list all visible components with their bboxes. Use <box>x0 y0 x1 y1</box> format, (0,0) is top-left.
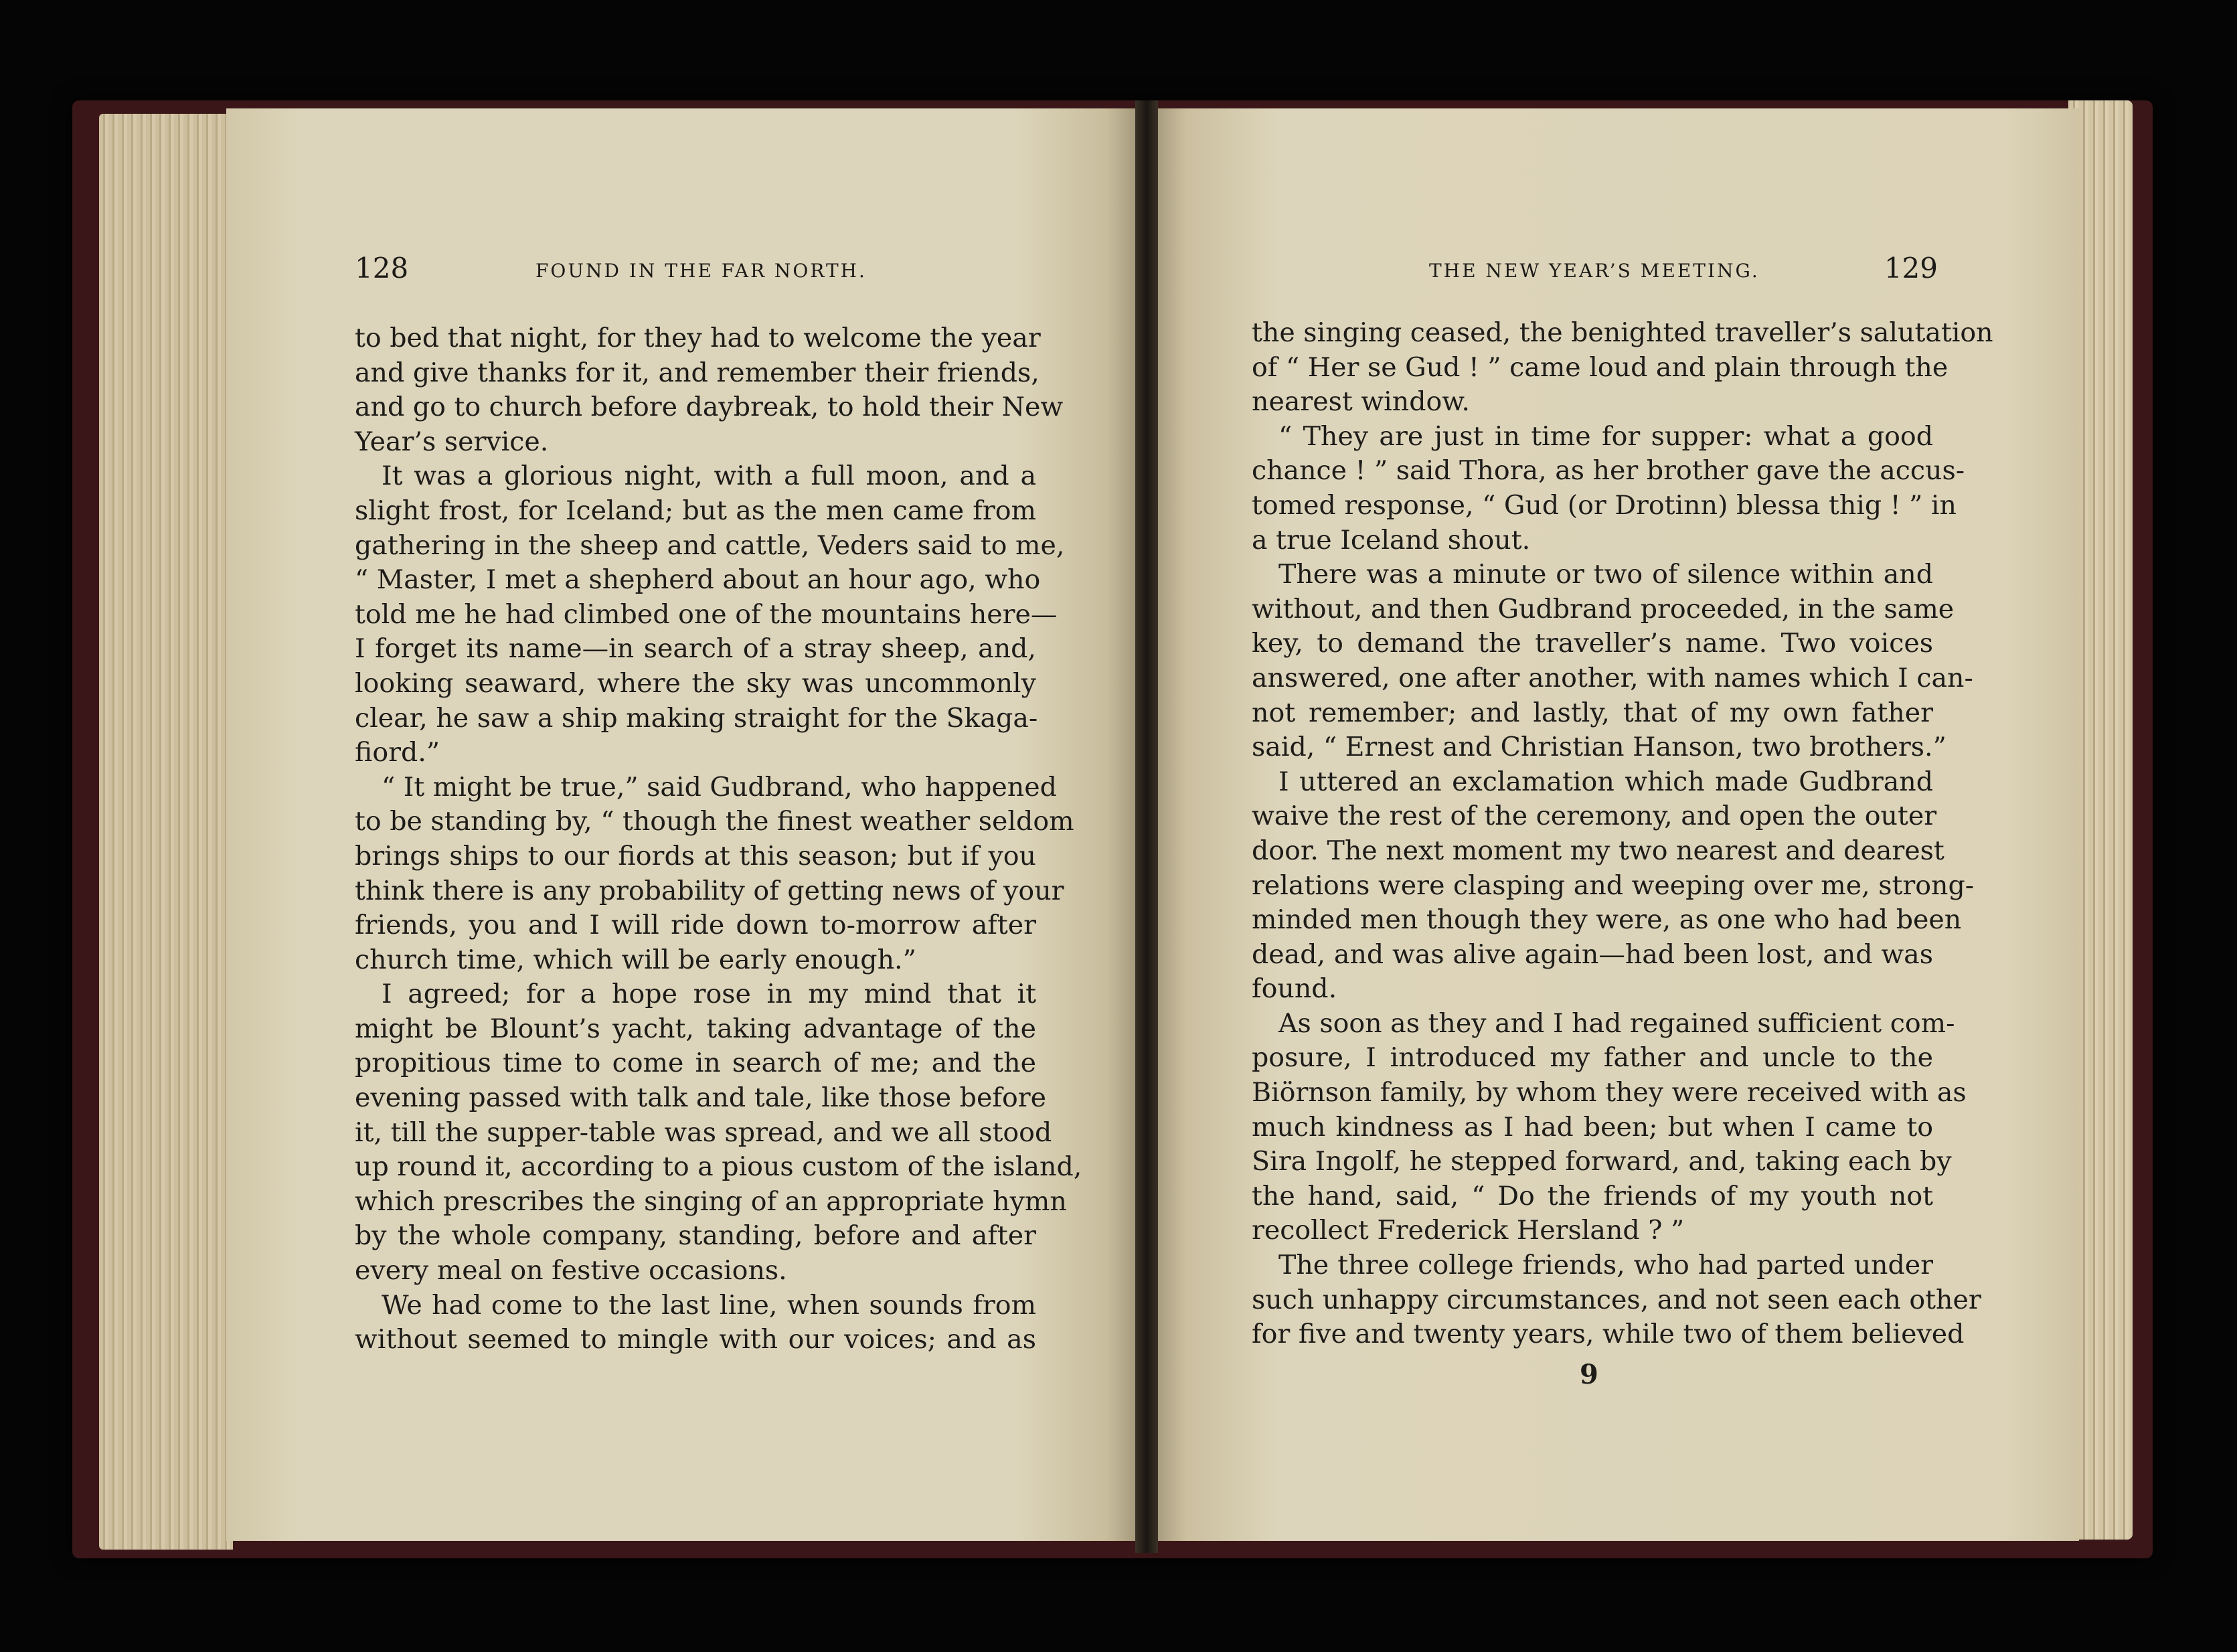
text-line: by the whole company, standing, before and after <box>355 1220 1036 1252</box>
text-line: up round it, according to a pious custom of the island, <box>355 1151 1082 1183</box>
text-line: without, and then Gudbrand proceeded, in the same <box>1252 593 1955 625</box>
text-line: the hand, said, “ Do the friends of my youth not <box>1252 1180 1933 1212</box>
text-line: Year’s service. <box>355 426 549 457</box>
text-line: The three college friends, who had parted under <box>1278 1250 1933 1281</box>
text-line: the singing ceased, the benighted traveller’s salutation <box>1252 317 1993 348</box>
text-line: might be Blount’s yacht, taking advantage of the <box>355 1013 1036 1044</box>
text-line: I forget its name—in search of a stray sheep, and, <box>355 633 1036 665</box>
right-page-text <box>1252 316 1993 1352</box>
text-line: without seemed to mingle with our voices; and as <box>355 1324 1036 1355</box>
text-line: of “ Her se Gud ! ” came loud and plain through the <box>1252 351 1949 383</box>
text-line: tomed response, “ Gud (or Drotinn) blessa thig ! ” in <box>1252 489 1957 521</box>
text-line: such unhappy circumstances, and not seen each other <box>1252 1284 1981 1315</box>
text-line: I uttered an exclamation which made Gudbrand <box>1278 766 1933 797</box>
text-line: I agreed; for a hope rose in my mind that it <box>382 979 1036 1010</box>
text-line: gathering in the sheep and cattle, Veders said to me, <box>355 529 1065 561</box>
text-line: think there is any probability of getting news of your <box>355 875 1064 906</box>
text-line: for five and twenty years, while two of them believed <box>1252 1319 1965 1350</box>
left-page-header <box>355 252 1038 296</box>
text-line: much kindness as I had been; but when I came to <box>1252 1111 1933 1143</box>
text-line: clear, he saw a ship making straight for the Skaga- <box>355 702 1038 734</box>
text-line: There was a minute or two of silence within and <box>1278 559 1933 590</box>
text-line: fiord.” <box>355 737 440 768</box>
left-page-number: 128 <box>355 252 409 284</box>
book-gutter <box>1135 100 1158 1553</box>
text-line: church time, which will be early enough.” <box>355 944 916 975</box>
text-line: found. <box>1252 973 1337 1005</box>
text-line: and go to church before daybreak, to hold their New <box>355 392 1064 423</box>
text-line: “ They are just in time for supper: what a good <box>1278 420 1933 452</box>
text-line: Biörnson family, by whom they were received with as <box>1252 1077 1967 1108</box>
text-line: “ Master, I met a shepherd about an hour ago, who <box>355 564 1041 596</box>
text-line: to be standing by, “ though the finest weather seldom <box>355 806 1074 837</box>
text-line: evening passed with talk and tale, like those before <box>355 1082 1046 1114</box>
text-line: waive the rest of the ceremony, and open the outer <box>1252 801 1937 832</box>
right-running-head: THE NEW YEAR’S MEETING. <box>1429 260 1760 282</box>
text-line: recollect Frederick Hersland ? ” <box>1252 1215 1685 1246</box>
text-line: relations were clasping and weeping over me, strong- <box>1252 870 1975 901</box>
text-line: said, “ Ernest and Christian Hanson, two brothers.” <box>1252 732 1946 763</box>
right-page-header <box>1429 252 1938 296</box>
text-line: “ It might be true,” said Gudbrand, who happened <box>382 771 1057 803</box>
text-line: every meal on festive occasions. <box>355 1255 787 1287</box>
right-page-number: 129 <box>1884 252 1938 284</box>
text-line: door. The next moment my two nearest and dearest <box>1252 835 1944 866</box>
signature-mark: 9 <box>1580 1359 1598 1390</box>
text-line: minded men though they were, as one who had been <box>1252 904 1962 936</box>
left-page-text <box>355 321 1082 1357</box>
text-line: told me he had climbed one of the mountains here— <box>355 598 1058 630</box>
text-line: answered, one after another, with names which I can- <box>1252 662 1973 693</box>
text-line: key, to demand the traveller’s name. Two voices <box>1252 628 1933 659</box>
text-line: it, till the supper-table was spread, and we all stood <box>355 1117 1052 1148</box>
text-line: to bed that night, for they had to welcome the year <box>355 323 1041 353</box>
page-edges-left <box>99 114 233 1550</box>
text-line: We had come to the last line, when sounds from <box>382 1289 1036 1321</box>
text-line: posure, I introduced my father and uncle to the <box>1252 1042 1933 1074</box>
text-line: and give thanks for it, and remember their friends, <box>355 357 1040 388</box>
text-line: a true Iceland shout. <box>1252 524 1531 556</box>
text-line: looking seaward, where the sky was uncommonly <box>355 667 1036 699</box>
text-line: As soon as they and I had regained sufficient com- <box>1278 1007 1955 1039</box>
text-line: brings ships to our fiords at this season; but if you <box>355 840 1036 872</box>
text-line: dead, and was alive again—had been lost, and was <box>1252 938 1933 970</box>
text-line: propitious time to come in search of me; and the <box>355 1048 1036 1079</box>
text-line: nearest window. <box>1252 386 1470 418</box>
text-line: which prescribes the singing of an appropriate hymn <box>355 1185 1067 1217</box>
left-running-head: FOUND IN THE FAR NORTH. <box>535 260 867 282</box>
text-line: chance ! ” said Thora, as her brother gave the accus- <box>1252 455 1965 487</box>
text-line: slight frost, for Iceland; but as the men came from <box>355 495 1036 526</box>
text-line: Sira Ingolf, he stepped forward, and, taking each by <box>1252 1146 1952 1177</box>
text-line: not remember; and lastly, that of my own father <box>1252 697 1933 728</box>
text-line: It was a glorious night, with a full moon, and a <box>382 461 1036 492</box>
text-line: friends, you and I will ride down to-morrow after <box>355 910 1036 941</box>
